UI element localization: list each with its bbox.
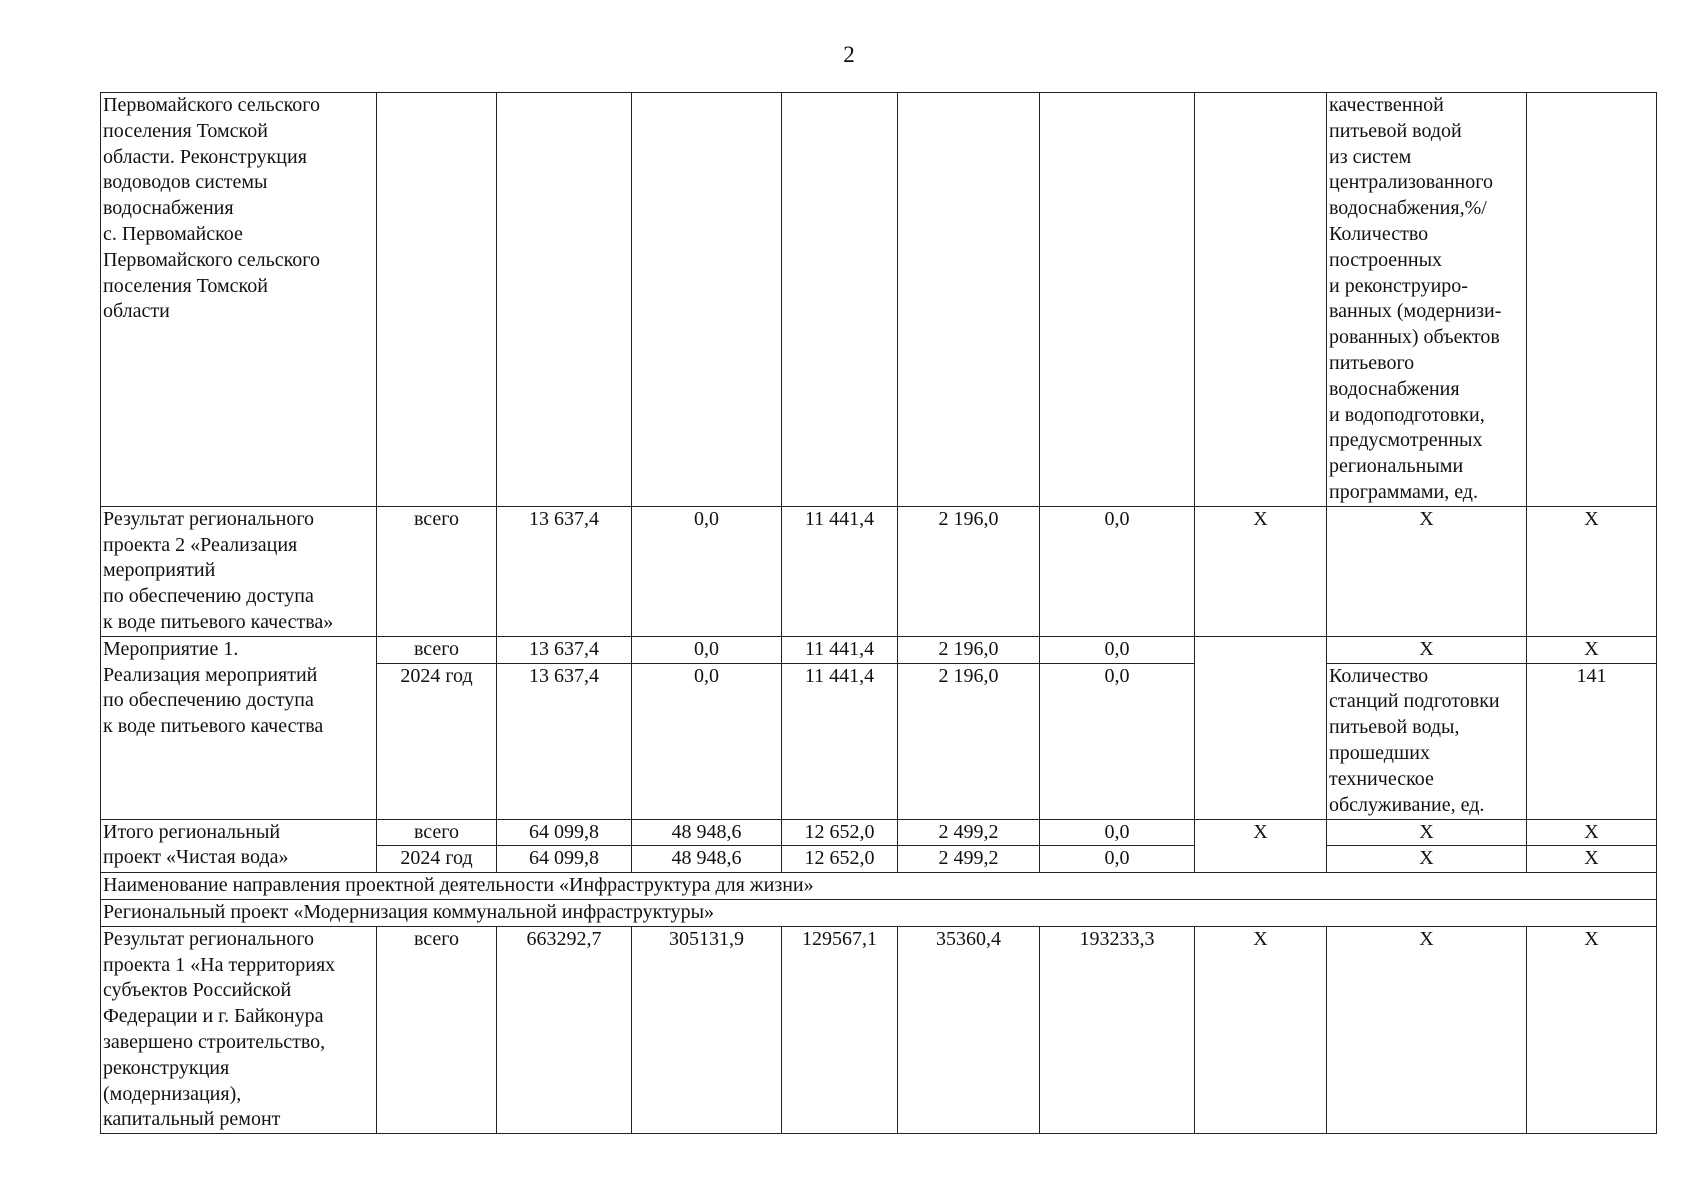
- table-row: [101, 93, 1657, 507]
- regional-budget-cell: 129567,1: [782, 926, 898, 1133]
- table-row: [101, 636, 1657, 663]
- indicator-cell: X: [1327, 819, 1527, 846]
- page-number: 2: [843, 42, 855, 67]
- period-cell: [377, 93, 497, 507]
- total-cell: 663292,7: [497, 926, 632, 1133]
- table-row: [101, 506, 1657, 636]
- row-name-cell: Итого региональный проект «Чистая вода»: [101, 819, 377, 873]
- federal-budget-cell: 48 948,6: [632, 819, 782, 846]
- total-cell: 13 637,4: [497, 663, 632, 819]
- local-budget-cell: 2 499,2: [898, 819, 1040, 846]
- local-budget-cell: [898, 93, 1040, 507]
- indicator-cell: X: [1327, 506, 1527, 636]
- local-budget-cell: 2 196,0: [898, 663, 1040, 819]
- total-cell: 13 637,4: [497, 506, 632, 636]
- indicator-value-cell: 141: [1527, 663, 1657, 819]
- table-row: [101, 819, 1657, 846]
- local-budget-cell: 2 196,0: [898, 636, 1040, 663]
- row-name-cell: Результат регионального проекта 2 «Реализация мероприятий по обеспечению доступа к воде питьевого качества»: [101, 506, 377, 636]
- indicator-cell: качественной питьевой водой из систем централизованного водоснабжения,%/ Количество построенных и реконструиро- ванных (модернизи- рованных) объектов питьевого водоснабжения и водоподготовки, предусмотренных региональными программами, ед.: [1327, 93, 1527, 507]
- period-cell: всего: [377, 926, 497, 1133]
- regional-budget-cell: 12 652,0: [782, 846, 898, 873]
- federal-budget-cell: 48 948,6: [632, 846, 782, 873]
- responsible-cell: X: [1195, 506, 1327, 636]
- indicator-value-cell: X: [1527, 819, 1657, 846]
- total-cell: 64 099,8: [497, 819, 632, 846]
- period-cell: 2024 год: [377, 846, 497, 873]
- federal-budget-cell: 0,0: [632, 636, 782, 663]
- period-cell: 2024 год: [377, 663, 497, 819]
- federal-budget-cell: 0,0: [632, 663, 782, 819]
- direction-heading: Наименование направления проектной деятельности «Инфраструктура для жизни»: [101, 873, 1657, 900]
- responsible-cell: X: [1195, 926, 1327, 1133]
- local-budget-cell: 35360,4: [898, 926, 1040, 1133]
- indicator-value-cell: [1527, 93, 1657, 507]
- total-cell: 64 099,8: [497, 846, 632, 873]
- responsible-cell: [1195, 636, 1327, 819]
- extrabudget-cell: 0,0: [1040, 663, 1195, 819]
- row-name-cell: Первомайского сельского поселения Томской области. Реконструкция водоводов системы водоснабжения с. Первомайское Первомайского сельского поселения Томской области: [101, 93, 377, 507]
- extrabudget-cell: 193233,3: [1040, 926, 1195, 1133]
- regional-budget-cell: 11 441,4: [782, 506, 898, 636]
- extrabudget-cell: [1040, 93, 1195, 507]
- responsible-cell: [1195, 93, 1327, 507]
- indicator-cell: X: [1327, 636, 1527, 663]
- period-cell: всего: [377, 636, 497, 663]
- federal-budget-cell: 305131,9: [632, 926, 782, 1133]
- indicator-value-cell: X: [1527, 636, 1657, 663]
- row-name-cell: Мероприятие 1. Реализация мероприятий по обеспечению доступа к воде питьевого качества: [101, 636, 377, 819]
- federal-budget-cell: [632, 93, 782, 507]
- table-row: [101, 899, 1657, 926]
- period-cell: всего: [377, 506, 497, 636]
- indicator-cell: X: [1327, 846, 1527, 873]
- total-cell: 13 637,4: [497, 636, 632, 663]
- indicator-value-cell: X: [1527, 846, 1657, 873]
- total-cell: [497, 93, 632, 507]
- project-heading: Региональный проект «Модернизация коммунальной инфраструктуры»: [101, 899, 1657, 926]
- regional-budget-cell: 12 652,0: [782, 819, 898, 846]
- extrabudget-cell: 0,0: [1040, 636, 1195, 663]
- indicator-cell: X: [1327, 926, 1527, 1133]
- extrabudget-cell: 0,0: [1040, 506, 1195, 636]
- local-budget-cell: 2 196,0: [898, 506, 1040, 636]
- indicator-value-cell: X: [1527, 506, 1657, 636]
- row-name-cell: Результат регионального проекта 1 «На территориях субъектов Российской Федерации и г. Байконура завершено строительство, реконструкция (модернизация), капитальный ремонт: [101, 926, 377, 1133]
- table-row: [101, 873, 1657, 900]
- regional-budget-cell: [782, 93, 898, 507]
- extrabudget-cell: 0,0: [1040, 819, 1195, 846]
- period-cell: всего: [377, 819, 497, 846]
- responsible-cell: X: [1195, 819, 1327, 873]
- local-budget-cell: 2 499,2: [898, 846, 1040, 873]
- regional-budget-cell: 11 441,4: [782, 663, 898, 819]
- extrabudget-cell: 0,0: [1040, 846, 1195, 873]
- indicator-cell: Количество станций подготовки питьевой воды, прошедших техническое обслуживание, ед.: [1327, 663, 1527, 819]
- table-row: [101, 926, 1657, 1133]
- regional-budget-cell: 11 441,4: [782, 636, 898, 663]
- federal-budget-cell: 0,0: [632, 506, 782, 636]
- budget-table: [100, 92, 1657, 1134]
- indicator-value-cell: X: [1527, 926, 1657, 1133]
